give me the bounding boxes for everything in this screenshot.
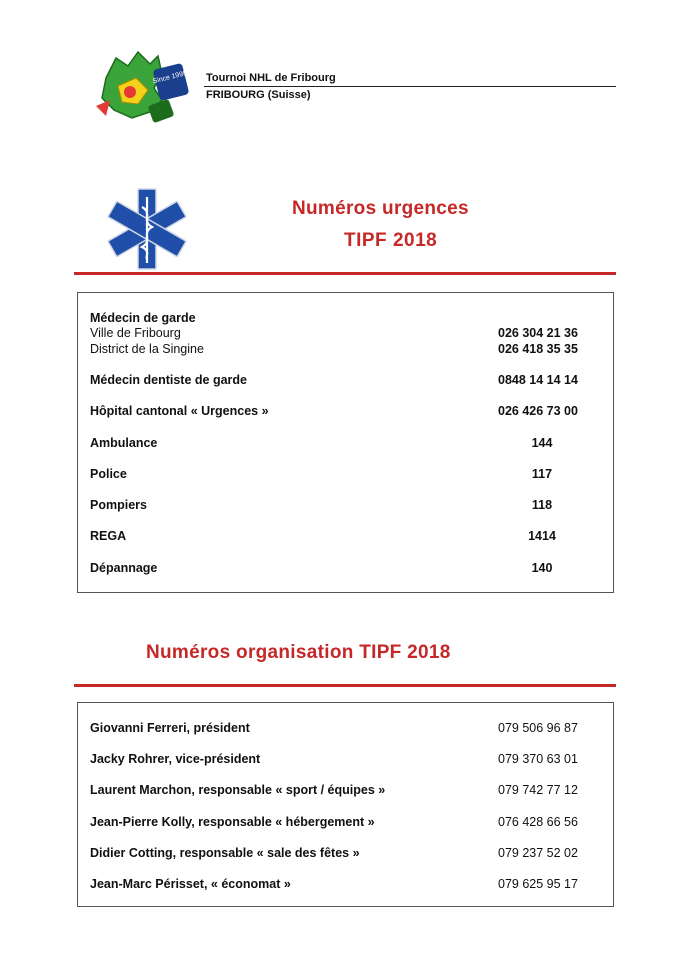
row-label: Pompiers [90, 498, 147, 512]
row-number: 0848 14 14 14 [498, 373, 578, 387]
emergency-title: Numéros urgences [292, 198, 469, 219]
row-number: 079 742 77 12 [498, 783, 578, 797]
row-label: Hôpital cantonal « Urgences » [90, 404, 269, 418]
row-label: Didier Cotting, responsable « sale des fêtes » [90, 846, 360, 860]
row-label: Jean-Marc Périsset, « économat » [90, 877, 291, 891]
header-org-name: Tournoi NHL de Fribourg [206, 72, 336, 84]
emergency-subtitle: TIPF 2018 [344, 230, 438, 251]
organisation-numbers-table [77, 702, 614, 907]
star-of-life-icon [100, 186, 194, 272]
row-label: Ville de Fribourg [90, 326, 181, 340]
header-divider [204, 86, 616, 87]
row-number: 144 [531, 436, 553, 450]
row-label: Laurent Marchon, responsable « sport / équipes » [90, 783, 386, 797]
row-number: 079 625 95 17 [498, 877, 578, 891]
row-label: Jacky Rohrer, vice-président [90, 752, 261, 766]
row-label: Giovanni Ferreri, président [90, 721, 250, 735]
row-label: District de la Singine [90, 342, 204, 356]
row-number: 117 [531, 467, 553, 481]
emergency-numbers-table [77, 292, 614, 593]
row-number: 076 428 66 56 [498, 815, 578, 829]
row-number: 079 237 52 02 [498, 846, 578, 860]
row-number: 026 426 73 00 [498, 404, 578, 418]
row-number: 026 304 21 36 [498, 326, 578, 340]
row-label: REGA [90, 529, 127, 543]
row-label: Jean-Pierre Kolly, responsable « hébergement » [90, 815, 375, 829]
row-label: Ambulance [90, 436, 158, 450]
row-number: 026 418 35 35 [498, 342, 578, 356]
row-number: 079 506 96 87 [498, 721, 578, 735]
row-number: 1414 [528, 529, 556, 543]
organisation-divider [74, 684, 616, 687]
row-label: Dépannage [90, 561, 158, 575]
row-number: 079 370 63 01 [498, 752, 578, 766]
row-number: 118 [531, 498, 553, 512]
row-label: Police [90, 467, 127, 481]
logo-since-text: Since 1995 [152, 70, 188, 86]
emergency-divider [74, 272, 616, 275]
tournament-logo [92, 48, 200, 130]
doctor-heading: Médecin de garde [90, 311, 196, 325]
organisation-title: Numéros organisation TIPF 2018 [146, 642, 451, 663]
row-number: 140 [531, 561, 553, 575]
row-label: Médecin dentiste de garde [90, 373, 247, 387]
header-city: FRIBOURG (Suisse) [206, 89, 311, 101]
